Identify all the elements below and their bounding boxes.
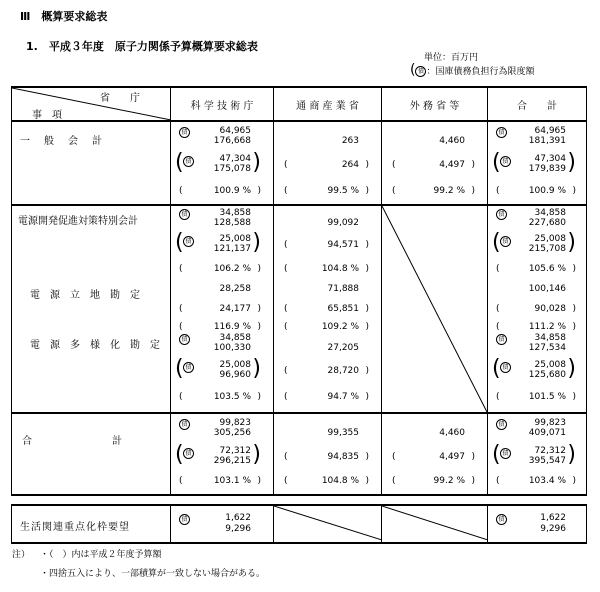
row-life-label: 生活関連重点化枠要望 [20, 522, 130, 533]
paren-mark: ( [175, 442, 184, 467]
table-cell-value: 47,304 [219, 154, 251, 164]
table-cell-value: 99.2 % [433, 186, 465, 196]
paren-mark: ) [252, 356, 261, 381]
table-cell-value: 106.2 % [213, 264, 251, 274]
header-item: 事 項 [32, 110, 62, 121]
header-row [12, 87, 587, 121]
header-col4: 合 計 [488, 87, 587, 121]
table-cell-value: 96,960 [219, 370, 251, 380]
table-cell-value: 125,680 [528, 370, 566, 380]
table-cell-value: 99,092 [327, 218, 359, 228]
paren-mark: ( [175, 150, 184, 175]
unit-desc: ：国庫債務負担行為限度額 [426, 67, 535, 77]
life-table [11, 504, 587, 544]
table-cell-value: 103.5 % [213, 392, 251, 402]
paren-mark: ) [252, 230, 261, 255]
paren-mark: ) [252, 150, 261, 175]
table-cell-value: 104.8 % [321, 476, 359, 486]
table-cell-value: 65,851 [327, 304, 359, 314]
table-cell-value: 25,008 [534, 360, 566, 370]
paren-mark: ( [284, 304, 288, 314]
header-col1: 科 学 技 術 庁 [171, 87, 274, 121]
paren-mark: ) [471, 452, 475, 462]
table-cell-value: 121,137 [213, 244, 251, 254]
paren-mark: ) [257, 304, 261, 314]
paren-mark: ( [492, 356, 501, 381]
paren-mark: ) [365, 366, 369, 376]
life-diagonal-1 [274, 506, 382, 540]
table-cell-value: 90,028 [534, 304, 566, 314]
paren-mark: ( [179, 304, 183, 314]
paren-mark: ( [284, 264, 288, 274]
table-cell-value: 99,823 [534, 418, 566, 428]
paren-mark: ) [567, 442, 576, 467]
table-cell-value: 99,823 [219, 418, 251, 428]
paren-mark: ) [572, 264, 576, 274]
debt-mark-icon: 債 [500, 236, 511, 247]
note-1: ・（ ）内は平成２年度予算額 [40, 550, 162, 560]
row-special-label: 電源開発促進対策特別会計 [18, 216, 138, 227]
table-cell-value: 34,858 [219, 208, 251, 218]
note-2: ・四捨五入により、一部積算が一致しない場合がある。 [40, 569, 266, 579]
table-cell-value: 94.7 % [327, 392, 359, 402]
table-cell-value: 100.9 % [528, 186, 566, 196]
table-cell-value: 28,720 [327, 366, 359, 376]
table-cell-value: 4,460 [439, 136, 465, 146]
paren-mark: ) [365, 392, 369, 402]
table-cell-value: 111.2 % [528, 322, 566, 332]
table-cell-value: 64,965 [534, 126, 566, 136]
paren-mark: ( [392, 476, 396, 486]
paren-mark: ) [365, 476, 369, 486]
paren-mark: ) [471, 476, 475, 486]
paren-mark: ( [392, 186, 396, 196]
table-cell-value: 1,622 [540, 513, 566, 523]
paren-mark: ) [365, 186, 369, 196]
row-total-label: 合 計 [22, 436, 122, 447]
paren-mark: ) [257, 392, 261, 402]
diagonal-line [382, 206, 488, 414]
paren-mark: ( [496, 476, 500, 486]
debt-mark-icon: 債 [183, 448, 194, 459]
paren-mark: ) [572, 186, 576, 196]
table-cell-value: 72,312 [219, 446, 251, 456]
table-cell-value: 27,205 [327, 343, 359, 353]
debt-mark-icon: 債 [183, 236, 194, 247]
row-total [12, 413, 587, 495]
paren-mark: ) [365, 160, 369, 170]
paren-mark: ( [175, 230, 184, 255]
paren-mark: ( [392, 160, 396, 170]
table-cell-value: 99.2 % [433, 476, 465, 486]
paren-mark: ( [284, 476, 288, 486]
section-title: Ⅲ 概算要求総表 [20, 10, 108, 23]
table-cell-value: 103.1 % [213, 476, 251, 486]
debt-mark-icon: 債 [500, 156, 511, 167]
table-cell-value: 100,146 [528, 284, 566, 294]
table-cell-value: 264 [341, 160, 359, 170]
table-cell-value: 34,858 [534, 208, 566, 218]
table-cell-value: 4,497 [439, 160, 465, 170]
table-cell-value: 176,668 [213, 136, 251, 146]
table-cell-value: 175,078 [213, 164, 251, 174]
paren-mark: ) [257, 186, 261, 196]
paren-mark: ( [284, 392, 288, 402]
paren-mark: ( [179, 264, 183, 274]
table-cell-value: 99,355 [327, 428, 359, 438]
table-cell-value: 99.5 % [327, 186, 359, 196]
notes-prefix: 注） [12, 550, 31, 560]
unit-bracket-icon: ( [410, 62, 416, 78]
table-cell-value: 4,460 [439, 428, 465, 438]
debt-mark-icon: 債 [500, 362, 511, 373]
debt-mark-icon: 債 [496, 514, 507, 525]
sub-title: 1. 平成３年度 原子力関係予算概算要求総表 [26, 40, 258, 53]
row-general [12, 121, 587, 205]
paren-mark: ( [492, 442, 501, 467]
paren-mark: ) [471, 186, 475, 196]
paren-mark: ( [284, 452, 288, 462]
table-cell-value: 128,588 [213, 218, 251, 228]
table-cell-value: 34,858 [219, 333, 251, 343]
table-cell-value: 71,888 [327, 284, 359, 294]
table-cell-value: 227,680 [528, 218, 566, 228]
debt-mark-icon: 債 [179, 127, 190, 138]
paren-mark: ) [365, 452, 369, 462]
paren-mark: ) [572, 392, 576, 402]
table-cell-value: 101.5 % [528, 392, 566, 402]
table-cell-value: 64,965 [219, 126, 251, 136]
paren-mark: ) [365, 322, 369, 332]
debt-mark-icon: 債 [179, 209, 190, 220]
table-cell-value: 24,177 [219, 304, 251, 314]
table-cell-value: 263 [341, 136, 359, 146]
paren-mark: ( [392, 452, 396, 462]
header-agency: 省 庁 [100, 93, 140, 104]
table-cell-value: 105.6 % [528, 264, 566, 274]
unit-mark: 債 [415, 66, 426, 77]
life-diagonal-2 [382, 506, 488, 540]
paren-mark: ) [572, 322, 576, 332]
unit-note [410, 52, 534, 78]
budget-table [11, 86, 587, 496]
table-cell-value: 1,622 [225, 513, 251, 523]
row-diversify-label: 電 源 多 様 化 勘 定 [30, 340, 160, 351]
paren-mark: ) [365, 264, 369, 274]
row-life [12, 505, 587, 543]
table-cell-value: 395,547 [528, 456, 566, 466]
debt-mark-icon: 債 [496, 419, 507, 430]
row-general-label: 一 般 会 計 [20, 136, 104, 147]
paren-mark: ) [572, 476, 576, 486]
paren-mark: ( [175, 356, 184, 381]
header-col2: 通 商 産 業 省 [274, 87, 382, 121]
paren-mark: ( [284, 160, 288, 170]
table-cell-value: 215,708 [528, 244, 566, 254]
debt-mark-icon: 債 [496, 209, 507, 220]
table-cell-value: 116.9 % [213, 322, 251, 332]
paren-mark: ) [365, 240, 369, 250]
debt-mark-icon: 債 [496, 127, 507, 138]
table-cell-value: 127,534 [528, 343, 566, 353]
table-cell-value: 9,296 [225, 524, 251, 534]
table-cell-value: 100.9 % [213, 186, 251, 196]
table-cell-value: 181,391 [528, 136, 566, 146]
paren-mark: ) [471, 160, 475, 170]
row-siting-label: 電 源 立 地 勘 定 [30, 290, 140, 301]
paren-mark: ) [252, 442, 261, 467]
paren-mark: ( [284, 322, 288, 332]
table-cell-value: 104.8 % [321, 264, 359, 274]
paren-mark: ( [284, 186, 288, 196]
paren-mark: ) [567, 356, 576, 381]
paren-mark: ( [492, 230, 501, 255]
paren-mark: ( [496, 304, 500, 314]
table-cell-value: 72,312 [534, 446, 566, 456]
table-cell-value: 25,008 [219, 360, 251, 370]
table-cell-value: 47,304 [534, 154, 566, 164]
paren-mark: ) [572, 304, 576, 314]
row-special [12, 205, 587, 413]
table-cell-value: 296,215 [213, 456, 251, 466]
paren-mark: ( [496, 264, 500, 274]
debt-mark-icon: 債 [179, 334, 190, 345]
table-cell-value: 305,256 [213, 428, 251, 438]
table-cell-value: 103.4 % [528, 476, 566, 486]
paren-mark: ( [492, 150, 501, 175]
debt-mark-icon: 債 [179, 514, 190, 525]
table-cell-value: 9,296 [540, 524, 566, 534]
paren-mark: ( [496, 186, 500, 196]
paren-mark: ) [365, 304, 369, 314]
paren-mark: ( [284, 240, 288, 250]
debt-mark-icon: 債 [183, 362, 194, 373]
paren-mark: ) [257, 476, 261, 486]
paren-mark: ( [179, 186, 183, 196]
debt-mark-icon: 債 [496, 334, 507, 345]
paren-mark: ) [257, 264, 261, 274]
paren-mark: ( [179, 322, 183, 332]
paren-mark: ( [496, 392, 500, 402]
paren-mark: ( [496, 322, 500, 332]
paren-mark: ) [257, 322, 261, 332]
special-c3-empty [382, 205, 488, 413]
paren-mark: ( [179, 476, 183, 486]
table-cell-value: 34,858 [534, 333, 566, 343]
debt-mark-icon: 債 [183, 156, 194, 167]
table-cell-value: 100,330 [213, 343, 251, 353]
header-corner [12, 87, 171, 121]
paren-mark: ( [179, 392, 183, 402]
table-cell-value: 4,497 [439, 452, 465, 462]
paren-mark: ( [284, 366, 288, 376]
table-cell-value: 28,258 [219, 284, 251, 294]
unit-line: 単位：百万円 [424, 53, 479, 63]
table-cell-value: 109.2 % [321, 322, 359, 332]
debt-mark-icon: 債 [179, 419, 190, 430]
table-cell-value: 94,835 [327, 452, 359, 462]
header-col3: 外 務 省 等 [382, 87, 488, 121]
debt-mark-icon: 債 [500, 448, 511, 459]
table-cell-value: 25,008 [534, 234, 566, 244]
paren-mark: ) [567, 230, 576, 255]
table-cell-value: 179,839 [528, 164, 566, 174]
table-cell-value: 25,008 [219, 234, 251, 244]
table-cell-value: 94,571 [327, 240, 359, 250]
table-cell-value: 409,071 [528, 428, 566, 438]
paren-mark: ) [567, 150, 576, 175]
